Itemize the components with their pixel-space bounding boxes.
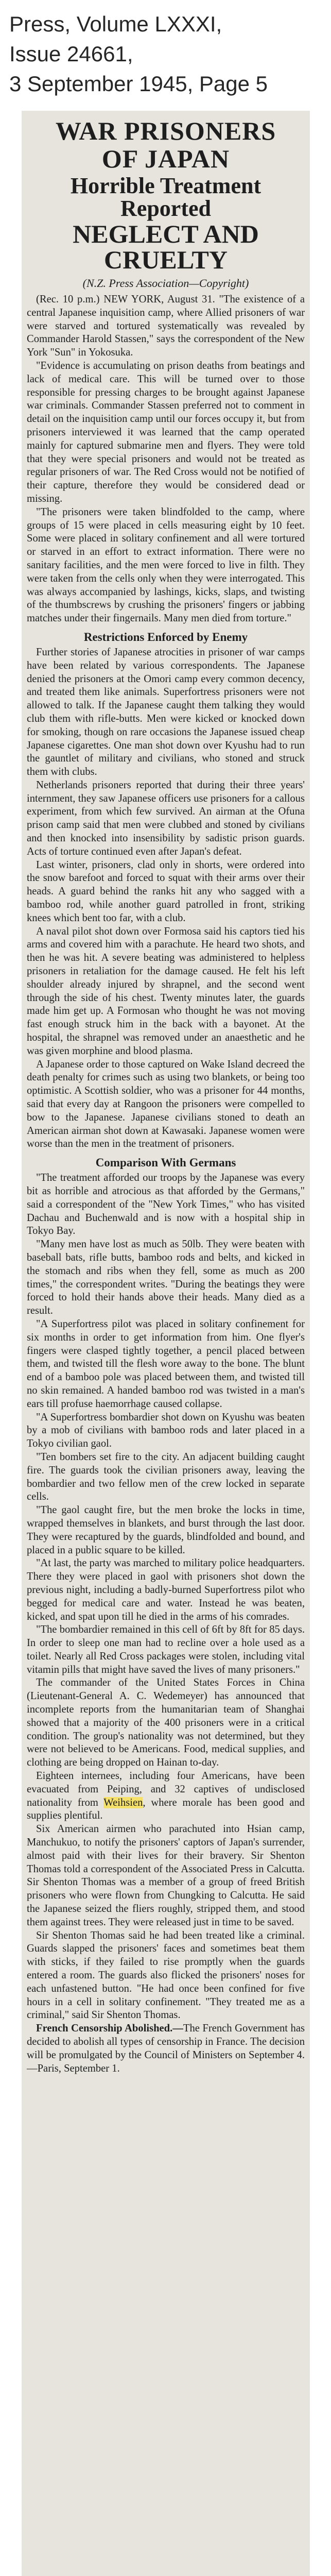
headline-line-1: WAR PRISONERS <box>55 116 276 145</box>
article-paragraph: Further stories of Japanese atrocities in prisoner of war camps have been related by various correspondents. The Japanese denied the prisoners at the Omori camp every common decency, and treated them like animals. Superfortress prisoners were not allowed to talk. If the Japanese caught them talking they would club them with rifle-butts. Men were kicked or knocked down for smoking, though on rare occasions the Japanese issued cheap Japanese cigarettes. One man shot down over Kyushu had to run the gauntlet of military and civilians, who stoned and struck them with clubs. <box>27 646 305 778</box>
highlight-before-text: Eighteen internees, including four Americans, have been evacuated from Peiping, and 32 captives of undisclosed nationality from <box>27 1770 305 1808</box>
article-paragraph: "The bombardier remained in this cell of 6ft by 8ft for 85 days. In order to sleep one man had to recline over a hole used as a toilet. Nearly all Red Cross packages were stolen, including vital vitamin pills that might have saved the lives of many prisoners." <box>27 1624 305 1675</box>
french-censorship-item <box>27 2022 305 2075</box>
headline-line-4: NEGLECT AND CRUELTY <box>73 219 259 274</box>
article-paragraph: "Evidence is accumulating on prison deaths from beatings and lack of medical care. This will be turned over to those responsible for pressing charges to be brought against Japanese war criminals. Commander Stassen preferred not to comment in detail on the inquisition camp until our forces occupy it, but from prisoners interviewed it was learned that the camp operated mainly for captured submarine men and flyers. They were told that they were special prisoners and would not be treated as regular prisoners of war. The Red Cross would not be notified of their capture, therefore they would be considered dead or missing. <box>27 360 305 504</box>
headline-line-3: Horrible Treatment Reported <box>70 173 262 221</box>
press-credit: (N.Z. Press Association—Copyright) <box>82 277 249 290</box>
subheading-comparison: Comparison With Germans <box>95 1156 236 1170</box>
article-paragraph: The commander of the United States Forces in China (Lieutenant-General A. C. Wedemeyer) has announced that incomplete reports from the humanitarian team of Shanghai showed that a majority of the 400 prisoners were in a critical condition. The group's nationality was not determined, but they were not believed to be Americans. Food, medical supplies, and clothing are being dropped on Hainan to-day. <box>27 1677 305 1769</box>
citation-line-issue: Issue 24661, <box>9 42 133 66</box>
article-paragraph: Last winter, prisoners, clad only in shorts, were ordered into the snow barefoot and forced to squat with their arms over their heads. A guard behind the ranks hit any who sagged with a bamboo rod, while another guard patrolled in front, striking knees which bent too far, with a club. <box>27 859 305 924</box>
subheading-restrictions: Restrictions Enforced by Enemy <box>83 630 248 643</box>
article <box>27 118 305 2075</box>
article-paragraph: "The gaol caught fire, but the men broke the locks in time, wrapped themselves in blankets, and burst through the last door. They were recaptured by the guards, blindfolded and bound, and placed in a public square to be killed. <box>27 1504 305 1556</box>
search-highlight: Weihsien <box>103 1797 143 1808</box>
newspaper-clipping <box>22 111 310 2576</box>
highlight-after-text: , where morale has been good and supplies plentiful. <box>27 1797 305 1822</box>
french-censorship-text: The French Government has decided to abolish all types of censorship in France. The decision will be promulgated by the Council of Ministers on September 4.—Paris, September 1. <box>27 2023 305 2074</box>
article-paragraph: (Rec. 10 p.m.) NEW YORK, August 31. "The existence of a central Japanese inquisition camp, where Allied prisoners of war were starved and tortured systematically was revealed by Commander Harold Stassen," says the correspondent of the New York "Sun" in Yokosuka. <box>27 294 305 359</box>
article-paragraph: Six American airmen who parachuted into Hsian camp, Manchukuo, to notify the prisoners' captors of Japan's surrender, almost paid with their lives for their bravery. Sir Shenton Thomas told a correspondent of the Associated Press in Calcutta. Sir Shenton Thomas was a member of a group of freed British prisoners who were flown from Chungking to Calcutta. He said the Japanese seized the fliers roughly, stripped them, and stood them against trees. They were released just in time to be saved. <box>27 1823 305 1928</box>
article-paragraph: "Many men have lost as much as 50lb. They were beaten with baseball bats, rifle butts, bamboo rods and belts, and kicked in the stomach and ribs when they fell, some as much as 200 times," the correspondent writes. "During the beatings they were forced to hold their hands above their heads. Many died as a result. <box>27 1239 305 1317</box>
citation-line-date-page: 3 September 1945, Page 5 <box>9 72 268 96</box>
article-paragraph: A Japanese order to those captured on Wake Island decreed the death penalty for crimes such as using two blankets, or being too optimistic. A Scottish soldier, who was a prisoner for 44 months, said that every day at Rangoon the prisoners were compelled to bow to the Japanese. Japanese civilians stoned to death an American airman shot down at Kawasaki. Japanese women were worse than the men in the treatment of prisoners. <box>27 1058 305 1150</box>
article-paragraph: "At last, the party was marched to military police headquarters. There they were placed in gaol with prisoners shot down the previous night, including a badly-burned Superfortress pilot who begged for medical care and water. Instead he was beaten, kicked, and spat upon till he died in the arms of his comrades. <box>27 1557 305 1622</box>
article-paragraph: Sir Shenton Thomas said he had been treated like a criminal. Guards slapped the prisoners' faces and sometimes beat them with sticks, if they failed to rise promptly when the guards entered a room. The guards also flicked the prisoners' noses for each unfastened button. "He had once been confined for five hours in a cell in solitary confinement. "They treated me as a criminal," said Sir Shenton Thomas. <box>27 1929 305 2021</box>
article-paragraph: "A Superfortress bombardier shot down on Kyushu was beaten by a mob of civilians with bamboo rods and later placed in a Tokyo civilian gaol. <box>27 1411 305 1450</box>
article-paragraph: A naval pilot shot down over Formosa said his captors tied his arms and covered him with a parachute. He heard two shots, and then he was hit. A severe beating was administered to helpless prisoners in retaliation for the damage caused. He felt his left shoulder already injured by shrapnel, and the second went through the side of his chest. Twenty minutes later, the guards made him get up. A Formosan who thought he was not moving fast enough struck him in the back with a bayonet. At the hospital, the shrapnel was removed under an anaesthetic and he was given morphine and blood plasma. <box>27 925 305 1057</box>
article-paragraph-highlighted <box>27 1770 305 1823</box>
headline-line-2: OF JAPAN <box>101 144 230 173</box>
article-paragraph: "A Superfortress pilot was placed in solitary confinement for six months in order to get information from him. One flyer's fingers were clasped tightly together, a pencil placed between them, and twisted till the flesh wore away to the bone. The blunt end of a bamboo pole was placed between them, and twisted till no skin remained. A handed bamboo rod was twisted in a man's ears till profuse haemorrhage caused collapse. <box>27 1318 305 1410</box>
citation-line-volume: Press, Volume LXXXI, <box>9 12 222 36</box>
french-censorship-heading: French Censorship Abolished.— <box>36 2023 183 2035</box>
article-paragraph: "Ten bombers set fire to the city. An adjacent building caught fire. The guards took the civilian prisoners away, leaving the bombardier and two fellow men of the crew locked in separate cells. <box>27 1451 305 1503</box>
article-paragraph: "The prisoners were taken blindfolded to the camp, where groups of 15 were placed in cells measuring eight by 10 feet. Some were placed in solitary confinement and all were tortured or starved in an effort to extract information. There were no sanitary facilities, and the men were forced to live in filth. They were taken from the cells only when they were interrogated. This was always accompanied by lashings, kicks, slaps, and twisting of the thumbscrews by crushing the prisoners' fingers or jabbing matches under their fingernails. Many men died from torture." <box>27 506 305 624</box>
article-paragraph: Netherlands prisoners reported that during their three years' internment, they saw Japanese officers use prisoners for a callous experiment, from which few survived. An airman at the Ofuna prison camp said that men were clubbed and stoned by civilians and then knocked into insensibility by sadistic prison guards. Acts of torture continued even after Japan's defeat. <box>27 779 305 857</box>
article-paragraph: "The treatment afforded our troops by the Japanese was every bit as horrible and atrocious as that afforded by the Germans," said a correspondent of the "New York Times," who has visited Dachau and Buchenwald and is now with a hospital ship in Tokyo Bay. <box>27 1172 305 1237</box>
citation-header <box>9 9 318 99</box>
